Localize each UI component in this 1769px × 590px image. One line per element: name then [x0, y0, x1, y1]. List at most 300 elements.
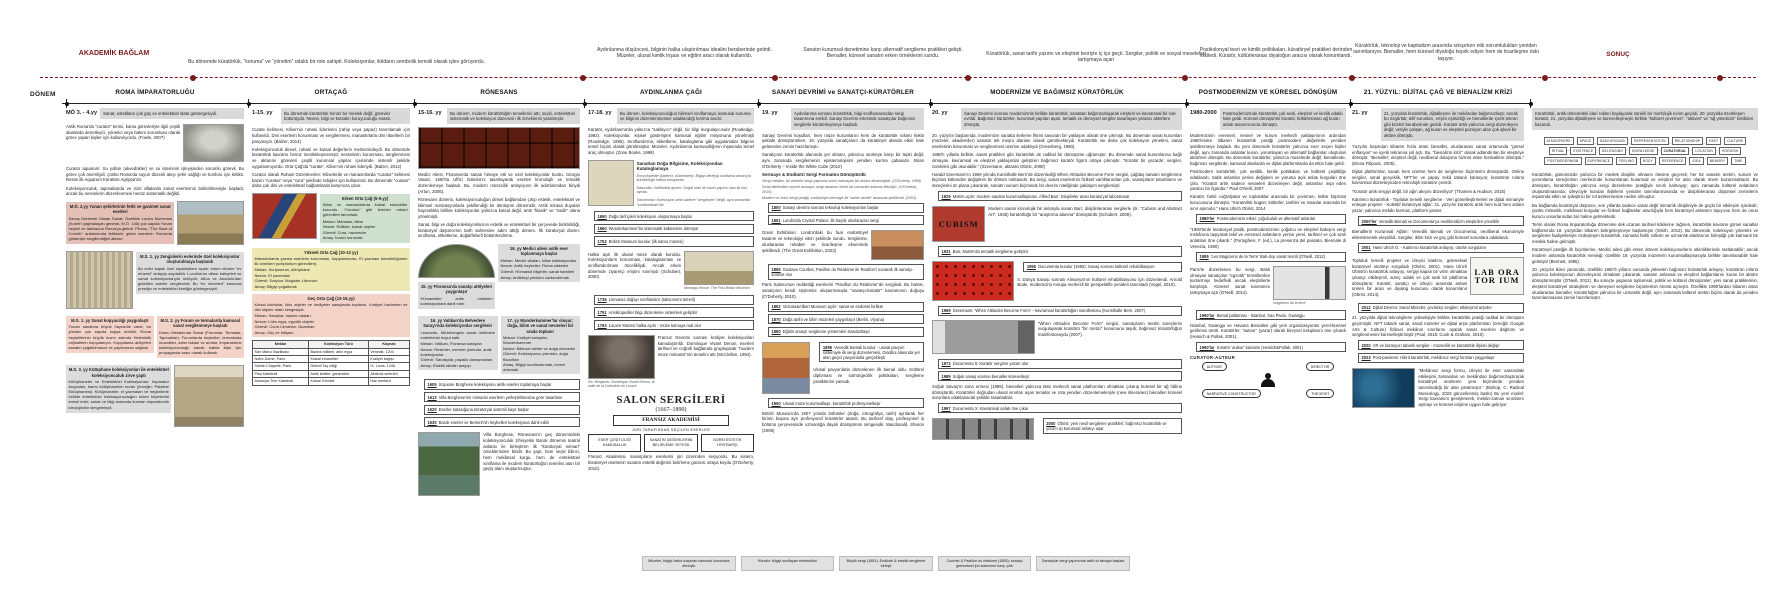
coltop [1532, 108, 1758, 130]
info-box [157, 316, 245, 358]
paragraph: Ulusal pavyonlarla düzenlenen ilk bienal oldu. Kültürel diplomasi ve sömürgecilik politikaları, sergileme pratiklerine yansıdı. [813, 367, 924, 384]
coltop [418, 108, 580, 124]
cbox-text: Leonardo, Michelangelo sanat üretimine entelektüel boyut kattı. [420, 329, 495, 340]
tickdot [1529, 102, 1533, 106]
timeline-event-1989: 1989 'Les Magiciens de la Terre' Batı-dışı sanat tescili (O'Neill, 2012) [1196, 252, 1346, 262]
image-caption: Zix, Benjamin: Dominique Vivant Denon, la salle de la Collection du Louvre [588, 379, 655, 388]
element: Kraliyet bağışı [368, 355, 409, 362]
cur-row [1202, 373, 1335, 387]
row [1190, 264, 1346, 307]
cbox-title: 15. yy Floransa'da sanatçı atölyeleri yaygınlaşır [420, 284, 493, 295]
row [252, 191, 410, 245]
element: Akdeniz seferleri [368, 370, 409, 377]
era-summary-callout: Bu dönem, modern küratörlüğün temellerini attı; seçki, entelektüel sistematik ve koleksiyon düzeninin ilk örneklerini yaratmıştır. [447, 108, 580, 124]
info-box [66, 365, 171, 412]
era-summary-callout: Postmodernizmde küratörlük çok sesli, eleştirel ve kimlik odaklı hale geldi. Küresel dönüşümle küratör, kültürlerarası ağ kuran anlatı tasarımcısına dönüştü. [1220, 108, 1346, 130]
salon-image [588, 335, 655, 379]
img [1352, 368, 1415, 408]
img [174, 365, 244, 427]
paragraph: Küratör, Aydınlanma'da yalnızca “saklayıcı” değil, bir bilgi kurgulayıcısıdır (Routledge, 1992). Koleksiyonlar, kişisel gösterişten kamusal eğitim misyonuna yönelmişti (Routledge, 1995). Sınıflandırma, etiketleme, kataloglama gibi uygulamalar bilginin temel biçimi olarak görülmüştür. Müzeler, Aydınlanma kamusallığının inşasında temel araç olmuştur. (Zone Books, 1998) [588, 127, 754, 155]
concept-map-diagram [1532, 133, 1758, 169]
img [1470, 257, 1524, 295]
dot [1542, 75, 1548, 81]
era-summary-callout: Bu dönem, koleksiyonculuğun bilimsel sınıflamaya, kamusal sunuma ve bilginin düzenlenmesine odaklandığı kırılma anıdır. [617, 108, 754, 124]
yr: 1972 [941, 361, 951, 367]
img [871, 230, 924, 260]
column-roma [66, 108, 244, 586]
yr: 1753 [597, 238, 607, 244]
table-row [253, 363, 410, 370]
curator-label: CURATOR-AUTEUR [1190, 355, 1235, 361]
concept-node: REPRESENTATION [1631, 137, 1669, 145]
timeline-event-1620: 1620 Eserler kataloğuna küratoryal sistemli kayıt başlar [424, 405, 580, 415]
paragraph: II. Dünya Savaşı sonrası Almanya'nın kültürel rehabilitasyonu için düzenlendi. Arnold Bode, modernizmi Avrupa merkezli bir perspektifle yeniden tanımladı (Vogel, 2010). [1017, 276, 1182, 288]
yr: 1980'ler [1199, 216, 1215, 222]
context-note-postmodernizm: Postkolonyal teori ve kimlik politikaları, küratöryel pratikleri derinden etkiledi. Küratör, kültürlerarası diyaloğun aracısı olarak konumlandı. [1199, 47, 1353, 60]
bust-image [183, 124, 244, 162]
dot [190, 75, 196, 81]
paragraph: Paris'te düzenlenen bu sergi, Batılı olmayan sanatçıları “egzotik” temsillerden kurtarmayı hedefledi ancak eleştirilerle karşılaştı. Küresel sanat kavramını tartışmaya açtı (O'Neill, 2012). [1190, 266, 1271, 295]
dot [772, 75, 778, 81]
medieval-collections-table [252, 340, 410, 386]
era-summary-callout: Küratörlük, antik dönemdeki idari rolden başlayarak sürekli bir morfolojik evrim geçirdi. 20. yüzyılda özerkleşen küratör, 21. yüzyılda dijitalleşme ve küreselleşmeyle birlikte “kültürel çevirmen”, “aktivist” ve “ağ yöneticisi” kimlikleri kazandı. [1532, 108, 1758, 130]
cur-row [1202, 362, 1335, 371]
coltop [66, 108, 244, 119]
curator-diagram [1190, 362, 1346, 398]
timeline-event-1880: 1880 Eğitim amaçlı sergileme yöntemleri standartlaşır [768, 327, 924, 337]
whale-image [1352, 368, 1415, 408]
dot [1717, 75, 1723, 81]
illum-image [252, 193, 317, 239]
image-label: LAB ORA TOR IUM [1474, 266, 1520, 286]
info-box [418, 316, 498, 370]
cbox-title: Erken Orta Çağ (5-9.yy) [341, 195, 389, 201]
bubble: AUTHOR [1202, 362, 1227, 371]
section-heading: Sanattan Doğa Bilgisine, Koleksiyondan Kataloglamaya [636, 161, 723, 172]
paragraph: Koleksiyonculuk dinsel, ruhani ve kutsal değerlerin merkezindeydi. Bu dönemde küratörlük kavramı henüz meslekleşmemişti; nesnelerin korunması, sergilenmesi ve aktarımı görevleri çeşitli kurumsal yapılar içerisinde sistemli şekilde uygulanmıyordu. Orta Çağ'da “curate”, Kilise'nin ruhani lideriydi. (Balzer, 2014) [252, 146, 410, 169]
era-year-label: 17-18. yy [588, 110, 612, 116]
cbox-text: Hümanistler antik metinleri koleksiyonlara dahil eder. [420, 295, 493, 306]
cbox-text: Kilise ve manastırlarda kutsal emanetler korundu. “Curatus” gibi terimler ruhani görevlileri tanımladı. [322, 202, 408, 218]
reference-line: Sergi mekânı, bir aktörün sergi yapısına sınırlı kalmayan bir anlam düzeneğidir. (O'Doherty, 1986) [762, 178, 922, 183]
era-year-label: 15-16. yy [418, 110, 442, 116]
reference-line: Modern ve öncü sergi pratiği, endüstriyel sermaye ile “sahte otorite” arasında şekillendi. (2003) [762, 195, 917, 200]
cbox-title: Yüksek Orta Çağ (10-13 yy) [304, 249, 358, 255]
img [932, 320, 1035, 354]
row [66, 249, 244, 311]
cbox-text: Manastırlarda yazma eserlerin korunması, kopyalanması. El yazması küratörlüğünün ilk örnekleri (scriptorium görevlileri). [254, 255, 408, 266]
column-yuzyil21 [1352, 108, 1524, 586]
era-year-label: MÖ 3. - 4.yy [66, 110, 98, 116]
stack [637, 158, 754, 209]
context-note-aydinlanma: Aydınlanma düşüncesi, bilginin halka ulaştırılması idealini beraberinde getirdi. Müzeler, ulusal kimlik inşası ve eğitim aracı olarak kullanıldı. [597, 47, 772, 60]
yr: 1990'lar [1199, 344, 1215, 350]
timeline-event-1855: 1855 Gustave Courbet, Pavillon du Réalisme ile Realizm'i sunarak ilk sanatçı-küratör olur [768, 264, 924, 279]
academy-sub: JÜRİ TARAFINDAN SEÇİLEN ESERLER [631, 427, 711, 432]
row [418, 242, 580, 312]
paragraph: Modern sanatı kronolojik bir anlatıyla sunan Barr, disiplinlerarası sergilerle (ör. “Cubism and Abstract Art”, 1936) küratörlüğü bir “araştırma alanına” dönüştürdü (Schubert, 2009). [988, 206, 1182, 218]
element: Kaynak [368, 341, 409, 348]
era-summary-callout: Sanayi Devrimi sonrası modernizmle birlikte küratörlük, sanattan bağımsızlaşarak eleştirel ve kavramsal bir role evrildi. Bağımsız küratörler, kurumsal yapıları aşan, tematik ve deneysel sergiler tasarlayan yaratıcı aktörlere dönüştü. [961, 108, 1182, 130]
timeline-event-2000'ler: 2000'ler Venedik Bienali ve Documenta'ya neoliberalizm eleştirileri yöneltilir [1358, 216, 1524, 226]
row [932, 204, 1182, 244]
paragraph: Koleksiyonculuk, tapınaklarda ve özel villalarda sanat eserlerinin biriktirilmesiyle başladı; ancak bu nesnelerin düzenlenmesi henüz sistematik değildi. [66, 185, 244, 197]
row [1352, 366, 1524, 411]
timeline-event-1735: 1735 Linnaeus doğayı sınıflandırır (taksonomi temeli) [594, 295, 754, 305]
timeline-event-1630: 1630 Barok eserler ve Bernini'nin heykelleri koleksiyona dahil edilir [424, 417, 580, 427]
villa-image [418, 432, 480, 496]
timeline-event-1990'lar: 1990'lar Bienal patlaması - İstanbul, Sao Paolo, Gwangju [1196, 310, 1346, 320]
info-box [252, 248, 410, 292]
element: IX. Louis, 1248 [368, 363, 409, 370]
paragraph: Sanayi Devrimi koşulları, hem müze kurumlarını hem de küratörlük rolünü köklü şekilde dönüştürürken, 19. yüzyılda sanatçıların da küratöryel alanda etkin hale gelmesine zemin hazırlamıştı. [762, 132, 924, 150]
coltop [1190, 108, 1346, 130]
row [932, 416, 1182, 442]
concept-node: RELATIONSHIP [1672, 137, 1704, 145]
era-year-label: 1-15. yy [252, 110, 273, 116]
cbox-line: Amaç: Estetik idealin arayışı [420, 362, 471, 368]
timeline-event-1895: 1895 Venedik Bienali kurulur - ulusal pavyon sistemiyle ilk sergi düzenlemesi, Giardini alanında yer alan geçici pavyonlarla gerçekleşti [819, 342, 924, 362]
paragraph: Soğuk Savaş'ın sona ermesi (1989), bienalleri yalnızca Batı merkezli sanat platformları olmaktan çıkarıp küresel bir ağ hâline dönüştürdü. Küratörler doğrudan ulusal sınırları aşan temalar ve rota yeniden düzenlemeleriyle (new itineraries) bienalleri küresel sorunlara odaklanacak şekilde tasarladılar. [932, 383, 1182, 401]
table-row [253, 370, 410, 377]
gallery-image [932, 320, 1035, 354]
concept-node: CULTURE [1724, 137, 1746, 145]
paragraph: Küratöryel pratiğin ilk biçimlerine, Medici ailesi gibi erken dönem koleksiyonerlerin etkinliklerinde rastlanabilir; ancak modern anlamda küratörlük mesleği, özellikle 19. yüzyılda müzelerin kurumsallaşmasıyla birlikte tanımlanabilir hale gelmiştir (Bennett, 1995). [1532, 247, 1758, 264]
paragraph: 20. yüzyılın ikinci yarısında, özellikle 1960'lı yılların sonunda yükselen bağımsız küratörlük anlayışı; küratörün rolünü yalnızca koleksiyonun düzenleyicisi olmaktan çıkararak, sanatın anlatısal ve eleştirel bağlamlarını kuran bir aktöre dönüştürmüştür (O'Neill, 2012). Bu süreçte yaşanan toplumsal, politik ve kültürel dönüşümler; yeni sanat pratiklerinin, eleştirel küratöryel stratejilerin ve deneysel sergileme biçimlerinin önünü açmıştır. Özellikle 1990'lardan itibaren artan uluslararası bienaller, küratörlüğün yalnızca bir uzmanlık değil, aynı zamanda kültürel üretim biçimi olarak da yeniden tanımlanmasına zemin hazırlamıştır. [1532, 266, 1758, 301]
cbox-line: Mekan: Kraliyet sarayları, Wunderkammer [503, 335, 549, 346]
cbox-text: Kütüphaneler ve Entelektüel Koleksiyonlar: İmparator Augustus, kamu kütüphaneleri kurdu (örneğin: Palatine Kütüphanesi). Kütüphaneler, el yazmaları ve heykellerle birlikte entelektüel koleksiyonculuğun erken biçimlerini temsil eder; sanat ve bilgi arasında kurulan imparatorluk ideolojisinin simgeleriydi. [68, 378, 169, 410]
element: Venedik, 1204 [368, 348, 409, 355]
era-summary-callout: 21. yüzyılda küratörlük, dijitalleşme ile mekândan bağımsızlaştı; ancak bu özgürlük; telif sorunları, erişim eşitsizliği ve bienallerde içerik tekrarı gibi krizleri beraberinde getirdi. Küratör artık yalnızca sergi düzenleyen değil; veriyle çalışan, ağ kuran ve eleştirel pozisyon alan çok işlevli bir aktöre dönüştü. [1381, 108, 1524, 141]
paragraph: Halka açık ilk ulusal müze olarak kuruldu. Koleksiyonların korunması, kataloglanması ve sınıflandırılması öncelikliydi. Ancak erken dönemde ziyaretçi erişimi sınırlıydı (Schubert, 2000). [588, 251, 682, 280]
column-modernizm [932, 108, 1182, 586]
row [588, 333, 754, 390]
yr: 1880 [771, 329, 781, 335]
bigsub: (1667–1890) [655, 406, 687, 413]
img [66, 251, 133, 309]
concept-node: PAST [1706, 137, 1721, 145]
ruins-image [177, 201, 244, 245]
cbox-title: 17. yy Wunderkammer'lar oluşur; doğa, bilim ve sanat nesneleri bir arada toplanır [507, 318, 574, 334]
timeline-event-2001: 2001 Hans Ulrich O. - Katılımcı küratörlük anlayışı; otorite sorgulanır [1358, 243, 1524, 253]
img [418, 127, 580, 169]
column-title-sanayi: SANAYİ DEVRİMİ ve SANATÇI-KÜRATÖRLER [771, 89, 915, 96]
concept-node: REFERENCE [1659, 157, 1686, 165]
museum-image [684, 251, 754, 285]
reference-line: Sıralı dizilimden seyrek asmaya: sergi tasarımı özerk bir uzmanlık alanına dönüştü. (O'Doherty, 2010) [762, 184, 917, 194]
yr: 2000'ler [1361, 218, 1377, 224]
timeline-event-2012: 2012 Dijital Devrim: Sanal Müzeler, çevrimiçi sergiler, etkileşimli arşivler [1358, 303, 1524, 313]
yr: 1793 [597, 322, 607, 328]
column-title-ortacag: ORTAÇAĞ [314, 89, 348, 96]
cbox-title: Geç Orta Çağ (13-15.yy) [307, 295, 355, 301]
cbox-line: Görevli: Hümanist bilginler, sanat hamileri [500, 269, 575, 275]
yr: 1851 [771, 217, 781, 223]
bubble: DIRECTOR [1306, 362, 1335, 371]
timeline-dashed-line [40, 77, 1756, 78]
bigtitle: SALON SERGİLERİ [616, 393, 726, 406]
paragraph: Curator aquarum: Su yolları (akvedükler) ve su isteminin işleyişinden sorumlu görevli. Bu görev çok önemliydi; çünkü Roma'da suyun düzenli akışı şehir sağlığı ve konforu için kritikti. Resmi ilk Aquarum Küratörü Agrippa'dır. [66, 166, 244, 183]
row [66, 199, 244, 247]
era-summary-callout: Aydınlanma sonrası küratörlük, bilgi sınıflamasından sergi tasarımına evrildi. Sanayi Devrimi ertesinde sanatçılar bağımsız sergilerle küratörleşmeye başladı. [791, 108, 924, 130]
era-year-label: 1980-2000 [1190, 110, 1217, 116]
timeline-event-1972: 1972 Documenta 5: Küratör serginin yazarı olur [938, 359, 1182, 369]
paragraph: Rönesans dönemi, koleksiyonculuğun dinsel bağlamdan çıkıp estetik, entelektüel ve bilimsel motivasyonlarla şekillendiği bir dönüşüm dönemidir. Antik mirasa duyulan hayranlıkla birlikte koleksiyonlar yalnızca kutsal değil, artık “klasik” ve “nadir” olana yönelmişti. [418, 196, 580, 219]
flow-box: Courbet & Pavillon du réalisme (1855): sanatçı geleneksel jüri sistemine karşı çıktı [938, 556, 1032, 571]
bubble: THEORIST [1306, 389, 1334, 398]
cbox-title: M.S. 2. yy Forum ve termalarda kamusal sanat sergilenmeye başladı [160, 317, 241, 329]
element: Pisa Katedrali [253, 370, 309, 377]
coltop [932, 108, 1182, 130]
concept-node: EXISTENCE [1570, 147, 1596, 155]
row [418, 430, 580, 498]
tickdot [1349, 102, 1353, 106]
timeline-event-1793: 1793 Louvre Müzesi halka açılır - müze kamuya mal olur [594, 320, 754, 330]
cbox-line: Nesne: Resimler, mermer yontular, antik koleksiyonlar [420, 346, 492, 357]
conclusion-label: SONUÇ [1606, 51, 1630, 58]
context-note-roma: Bu dönemde küratörlük, “koruma” ve “yönetim” odaklı bir role sahipti. Koleksiyonlar, iktidarın sembolik temsili olarak işlev görüyordu. [188, 59, 485, 65]
interior-image [66, 251, 133, 309]
person-body [1261, 379, 1275, 387]
era-year-label: 21. yy [1352, 110, 1368, 116]
row [66, 313, 244, 360]
concept-node: TIME [1731, 157, 1745, 165]
redbook-image [932, 206, 985, 242]
concept-node: FEELING [1616, 157, 1637, 165]
book-image [588, 160, 634, 206]
paragraph: Bienallerin Kurumsal Ağları: Venedik Bienali ve Documenta, neoliberal ekonomiyle eklemlenerek eleştirildi. Sergiler, iklim krizi ve göç gibi küresel sorunlara odaklandı. [1352, 228, 1524, 240]
curator-person-icon [1259, 373, 1277, 387]
paragraph: British Museum'da 1907 yılında bölümler (doğa, etnografya, tarih) ayrılarak her birinin başına ayrı profesyonel küratörler atandı. Bu tarihsel olay, profesyonel iş bölümü çerçevesinde uzmanlığa dayalı dönüşümün simgesidir. Macdonald, Sharon (2006) [762, 410, 924, 433]
paragraph: Paris Salonu'nun reddettiği eserlerini “Pavillon du Réalisme”de sergiledi. Bu hamle, sanatçının kendi söylemini oluşturmasıyla “sanatçı-küratör” kavramının doğuşu (O'Doherty, 2010). [762, 282, 924, 299]
table-row [253, 355, 410, 362]
cbox-text: Bu evler kapalı özel ziyaretçilere açıktı; erken dönem “ev müzesi” anlayışı sayılabilir. Lucullus'un villası bahçeleri ve sanat koleksiyonlarıyla ünlüydü; Atina ve Anadolu'dan getirtilen eserler sergilenirdi. Bu “ev müzeleri” kamusal prestijin ve entelektüel kimliğin göstergesiydi. [138, 265, 242, 292]
image-caption: Montagu House: The First British Museum [684, 286, 750, 291]
academy-box: SANATIN DEĞERLERİNİ BELİRLEME YETKİSİ [644, 434, 697, 452]
column-ronesans [418, 108, 580, 586]
row [588, 249, 754, 292]
element: Koleksiyon Türü [308, 341, 368, 348]
column-title-ronesans: RÖNESANS [480, 89, 518, 96]
timeline-event-1851: 1851 Londra'da Crystal Palace: ilk büyük uluslararası sergi [768, 215, 924, 225]
yr: 1989 [941, 373, 951, 379]
tickdot [65, 102, 69, 106]
summary-flow-strip [642, 556, 1130, 571]
info-box [501, 316, 581, 374]
image-label: CUBISM [938, 218, 979, 229]
cbox-line: Nesne: Rölikler, kutsal objeler [322, 224, 376, 230]
column-title-aydinlanma: AYDINLANMA ÇAĞI [639, 89, 702, 96]
flow-box: Müzeler, bilgiyi halka ulaştıran kamusal kurumlara dönüştü [642, 556, 736, 571]
concept-node: ATMOSPHERE [1544, 137, 1574, 145]
row [762, 340, 924, 396]
img [932, 206, 985, 242]
cbox-title: M.S. 3. yy Kütüphane koleksiyonları ile entelektüel koleksiyonculuk zirve yaptı [68, 367, 169, 378]
paragraph: “Küratör artık sergiyi değil, bir ağın akışını düzenliyor” (Thames & Hudson, 2015) [1352, 188, 1506, 194]
concept-node: CURATORIAL [1661, 147, 1690, 155]
row [66, 363, 244, 429]
element: Notre-Dame, Paris [253, 355, 309, 362]
concept-node: EXPERIENCE [1585, 157, 1614, 165]
concept-node: KNOWLEDGE [1629, 147, 1658, 155]
dot [1349, 75, 1355, 81]
tickdot [413, 102, 417, 106]
timeline-event-1989: 1989 Soğuk savaş sonrası bienaller küreselleşir [938, 371, 1182, 381]
img [177, 201, 244, 245]
yr: 1800 [771, 205, 781, 211]
yr: 1870 [771, 316, 781, 322]
cbox-text: Kamu Mekânında Sanat (Forumlar, Termalar, Tapınaklar): Forumlarda heykeller, termalarda mozaikler, zafer takları ve anıtlar; imparatorluk koleksiyonculuğu sanatı halkla ilişki için propaganda aracı olarak kullandı. [159, 329, 242, 356]
paragraph: Great Exhibition: Londra'daki bu fuar endüstriyel tasarım ve teknolojiyi vitrin şeklinde sundu. Sergileme, uluslararası rekabet ve ticarileşme ekseninde şekillendi. (The Great Exhibition, 2023) [762, 230, 868, 253]
yr: 1650 [597, 213, 607, 219]
curator-auteur-diagram [1190, 355, 1346, 398]
cbox-line: Amaç: Bilgiyi sınıflandırmak, evreni anlamak [503, 362, 566, 373]
element: Mekân [253, 341, 309, 348]
french-academy-diagram [588, 415, 754, 471]
yr: 1929 [941, 193, 951, 199]
paragraph: Curator olarak Ruhani Gözetmenler: Kiliselerde ve manastırlarda “curator” kelimesi bazen “curatus” veya “cura” şeklinde rahipler için kullanılırdı. Bu dönemde “curator” daha çok dini ve entelektüel bağlamlarda karşımıza çıkar. [252, 171, 410, 189]
coltop [588, 108, 754, 124]
img [183, 124, 244, 162]
column-postmodernizm [1190, 108, 1346, 586]
info-box [252, 294, 410, 338]
concept-node: BODY [1640, 157, 1656, 165]
paragraph: Bu bağlamda küratöryal düşünce, son yıllarda sadece sanat değil mimarlık disipliniyle de güçlü bir etkileşim içindedir; çünkü mimarlık, mekânsal kurgular ve fiziksel bağlamlar aracılığıyla hem küratöryel anlatının taşıyıcısı hem de onun kurucu unsurlarından biri haline gelmektedir. [1532, 202, 1758, 219]
reference-line: Naturalia / Artificialia ayrımı: Doğal olan ile insan yapımı olan ilk kez ayrıldı. [636, 185, 747, 195]
flow-box: Küratör: bilgiyi sınıflayan entelektüel [741, 556, 835, 571]
column-title-yuzyil21: 21. YÜZYIL: DİJİTAL ÇAĞ VE BİENALİZM KRİZİ [1363, 89, 1513, 96]
concept-node: BACKGROUND [1597, 137, 1628, 145]
cbox-line: Görevli: Scriptor, Magister Librorum [254, 278, 318, 284]
img [588, 335, 655, 388]
cbox-title: M.S. 1. yy Zenginlerin evlerinde özel koleksiyonlar oluşturulmaya başlandı [139, 253, 240, 265]
element: Antik lahitler, ganimetler [308, 370, 368, 377]
cbox-line: Amaç: Güç ve ihtişam [254, 329, 294, 335]
timeline-event-2020: 2020 VR ve kürasyon tabanlı sergiler - müzecilik ve küratörlük ilişkisi değişir [1358, 340, 1524, 350]
paragraph: 20. yüzyılın başlarında, modernizm sanatta ilerleme fikrini savunan bir yaklaşım olarak öne çıkmıştı. Bu dönemde sanat kurumları (müzeler, akademiler) sanatın tek meşru alanları olarak görülmekteydi. Küratörlük ise daha çok koleksiyon yönetimi, sanat eserlerinin korunması ve sergilenmesi üzerine odaklıydı (Greenberg, 1960). [932, 132, 1182, 150]
paragraph: Sanat, bilgi ve doğa koleksiyonlarının estetik ve entelektüel bir çerçevede biriktirildiği, küratoryal düşüncenin tarih sahnesine adım attığı dönem. İlk küratoryal düzen: sınıflama, etiketleme, doğal/felsefi bölümlendirme. [418, 222, 580, 239]
element: Dikenli Taç röliği [308, 363, 368, 370]
yr: 1931 [941, 248, 951, 254]
yr: 1852 [771, 304, 781, 310]
paragraph: Küratör, farklı coğrafyalar ve topluluklar arasında bir çevirmen, kültür köprüsü kurucusuna dönüştü. “Küratörlük bugün; kültürler, tarihler ve insanlar arasında bir sınır aşımıdır.” Hans Ulrich Obrist, 2014 [1190, 194, 1346, 211]
yr: 2020 [1361, 342, 1371, 348]
column-sanayi [762, 108, 924, 586]
timeline-event-1955: 1955 Documenta kurulur (1955): Savaş sonrası kültürel rehabilitasyon [1023, 262, 1182, 272]
yr: 1955 [1026, 264, 1036, 269]
dot [580, 75, 586, 81]
paragraph: Villa Borghese, Rönesans'ın geç dönemindeki koleksiyonculuk zihniyetini Barok dönemin teatral anlatısı ile birleştiren ilk “küratoryal mimari” örneklerinden biridir. Bu yapı; hem seçki bilinci, hem mekânsal kurgu, hem de entelektüel sınıflama ile modern küratörlüğün temelini atan bir geçiş alanı oluşturmuştur. [483, 432, 580, 472]
cbox-line: Görevli: Court Librarian, Guardian [254, 324, 315, 330]
paragraph: Modernizmin evrensel, nesnel ve kurum merkezli yaklaşımının ardından 1980'lerden itibaren küratörlük pratiği postmodern değerlerle yeniden şekillenmeye başladı. Bu yeni dönemde küratörler yalnızca eser seçen kişiler değil, aynı zamanda anlatılar kuran, yorumlayan ve alternatif bağlamlar oluşturan aktörlere dönüştü. Bu dönemde küratörler, yalnızca müzelerde değil; bienallerde, bağımsız sergilerde, kamusal alanlarda ve dijital platformlarda da etkin hale geldi. [1190, 132, 1346, 167]
timeline-axis [62, 103, 1532, 104]
yr: 1895 [822, 344, 832, 350]
era-year-label: 19. yy [762, 110, 778, 116]
paragraph: Katılımcı küratörlük - Topluluk temelli sergileme - Veri görselleştirmeleri ve dijital mimariyle entegre projeler - Kolektif küratoryal ağlar: 21. yüzyılın küratörü artık hem kod hem anlam yazar; yalnızca mekân kurmaz, platform yaratır. [1352, 196, 1524, 214]
row [588, 158, 754, 209]
academic-context-label: AKADEMİK BAĞLAM [78, 50, 150, 57]
cbox-line: Görevli: Sanatçılar, papalık danışmanları [420, 357, 493, 363]
column-title-postmodernizm: POSTMODERNİZM VE KÜRESEL DÖNÜŞÜM [1198, 89, 1338, 96]
tickdot [757, 102, 761, 106]
cbox-line: Görevli: Koleksiyoncu prensler, doğa filozofları [503, 351, 568, 362]
yr: 2023 [1361, 355, 1371, 361]
lab-image [1470, 257, 1524, 295]
timeline-event-1751: 1751 Ansiklopediler bilgi düzenleme sistemleri geliştirir [594, 307, 754, 317]
coltop [252, 108, 410, 124]
timeline-event-1753: 1753 British Museum kurulur (ilk kamu müzesi) [594, 236, 754, 246]
concept-node: MEMORY [1707, 157, 1729, 165]
cbox-text: Kutsal kalıntılar, lüks objeler ve hediyeler saraylarda toplandı. Kraliyet hazineleri ve dini objeler statü simgesiydi. [254, 301, 408, 313]
cbox-line: Nesne: El yazmaları [254, 272, 291, 278]
row [932, 318, 1182, 356]
era-summary-callout: Sanat, estetikten çok güç ve entelektüel statü göstergesiydi. [100, 108, 244, 119]
yr: 2001 [1361, 245, 1371, 251]
cbox-line: Amaç: Antikiteyi yeniden canlandırmak [500, 274, 569, 280]
info-box [498, 244, 580, 282]
academy-box: NORM ESTETİK HİYERARŞİ [701, 434, 754, 452]
concept-node: IDEA [1689, 157, 1703, 165]
dot [1182, 75, 1188, 81]
tickdot [247, 102, 251, 106]
crystal-image [871, 230, 924, 260]
cbox-line: Görevli: Cura, hazinedar [322, 229, 367, 235]
dot [965, 75, 971, 81]
fresco-image [418, 244, 495, 278]
yr: 1900 [771, 400, 781, 406]
flow-box: Sanatçılar sergi yapımında aktif rol almaya başladı [1036, 556, 1130, 571]
column-title-modernizm: MODERNİZM VE BAĞIMSIZ KÜRATÖRLÜK [990, 89, 1124, 96]
cbox-title: M.S. 1. yy Sanat kopyacılığı yaygınlaştı [71, 317, 149, 323]
paragraph: 21. yüzyılda dijital teknolojilerin yükselişiyle birlikte küratörlük pratiği radikal bir dönüşüm geçirmiştir. NFT tabanlı sanat, sanal müzeler ve dijital arşiv platformları (örneğin Google Arts & Culture) fiziksel mekânın sınırlarını aşarak sanat eserinin dağıtımı ve sergilenmesini küreselleştirmiştir (Paul, 2015; Cook & Graham, 2010). [1352, 315, 1524, 338]
strip-image [932, 418, 1034, 440]
column-aydinlanma [588, 108, 754, 586]
cbox-line: Amaç: İnancı korumak [322, 235, 363, 241]
paragraph: Postmodern küratörlük; çok seslilik, kimlik politikaları ve kültürel çeşitliliğe odaklandı. Sabit anlamlar yerine değişken ve yoruma açık anlatı kurguları öne çıktı. “Küratör artık sadece nesneleri düzenleyen değil, anlamları inşa eden yaratıcı bir figürdür.” Paul O'Neill, 2007 [1190, 169, 1346, 192]
yr: 1751 [597, 309, 607, 315]
paragraph: Sanatçının küratörlük alanında yer alması, yalnızca otoriteye karşı bir tepki değil, aynı zamanda sergilemenin epistemolojisini yeniden kurma çabasıdır. Brian O'Doherty – Inside the White Cube (2010) [762, 152, 924, 169]
column-title-roma: ROMA İMPARATORLUĞU [115, 89, 195, 96]
info-box [320, 194, 410, 243]
yr: 1969 [941, 308, 951, 313]
cbox-line: Nesne: Antik heykeller, Roma sikkeleri [500, 263, 569, 269]
academy-title: FRANSIZ AKADEMİSİ [613, 415, 729, 426]
cbox-line: Nesne: Lüks eşya, egzotik objeler [254, 318, 315, 324]
timeline-event-2023: 2023 Post-pandemi: Hibrit küratörlük, mekânsız sergi formları yaygınlaşır [1358, 353, 1524, 363]
cbox-line: Mekan: Medici villaları, kilise koleksiyonları [500, 257, 577, 263]
cbox-text: Savaş Ganimeti Olarak Sanat: Özellikle Lucius Mummius (Korint'i yağmalayan general, M.Ö. 146) çok sayıda Yunan heykel ve tablosunu Roma'ya getirdi. Plinius, “The Sack of Corinth” anlatımında fetihlerle gelen eserlerin Roma'da gösterişle sergilendiğini aktarır. [68, 215, 172, 242]
yr: 1630 [427, 419, 437, 425]
cbox-text: Yunan sanatına büyük hayranlık vardı; bu yüzden çok sayıda kopya üretildi. Roma heykellerinin büyük kısmı aslında Helenistik orijinallerin kopyalarıydı. Kopyalama atölyeleri sanatın çoğaltılmasını ve yayılmasını sağladı. [68, 324, 151, 350]
timeline-event-1980'ler: 1980'ler Postmodernizm etkisi: çoğulculuk ve alternatif anlatılar [1196, 214, 1346, 224]
paragraph: Yüzyılın başından itibaren hızla artan bienaller, uluslararası sanat ortamında “görsel enflasyon” ve içerik tekrarına yol açtı. Bu, “bienalizm krizi” olarak adlandırılan bir eleştiriye dönüştü: “Bienaller; eleştirel değil, neoliberal dolaşıma hizmet eden festivallere dönüştü.” (Elena Filipovic, 2005). [1352, 143, 1524, 166]
img [762, 342, 810, 394]
info-box [136, 252, 244, 294]
p: Fransız Akademisi, sanatçıların eserlerini jüri üzerinden seçiyordu. Bu sistem, küratöryel otoritenin sanatın estetik değerini belirleme gücünü ortaya koydu (O'Doherty, 2010). [588, 454, 754, 471]
paragraph: Curate kelimesi, Kilise'nin ruhani liderlerini (rahip veya papaz) tanımlamak için kullanıldı. Dini eserlerin korunması ve sergilenmesi, manastırlarla dini ritüellerin bir parçasıydı. (Balzer, 2014) [252, 127, 410, 144]
context-note-modernizm: Küratörlük, sanat tarihi yazımı ve eleştirel teoriyle iç içe geçti. Sergiler, politik ve sosyal meseleleri tartışmaya açan [986, 51, 1206, 64]
concept-node: LOCATION [1692, 147, 1716, 155]
era-summary-callout: Bu dönemde küratörlük henüz bir meslek değil, görevler bütünüydü. Nesne, bilgi ve kutsalın koruyuculuğu esastı. [281, 108, 410, 124]
element: Hac merkezi [368, 378, 409, 385]
img [588, 160, 634, 206]
element: San Marco Bazilikası [253, 348, 309, 355]
yr: 1605 [427, 381, 437, 387]
concept-node: HORIZON [1719, 147, 1741, 155]
cbox-line: Mekan: Vatikan, Floransa sarayları [420, 340, 483, 346]
element: Sainte-Chapelle, Paris [253, 363, 309, 370]
timeline-event-1931: 1931 Barr, MoMA'da tematik sergileme geliştirir [938, 246, 1182, 256]
